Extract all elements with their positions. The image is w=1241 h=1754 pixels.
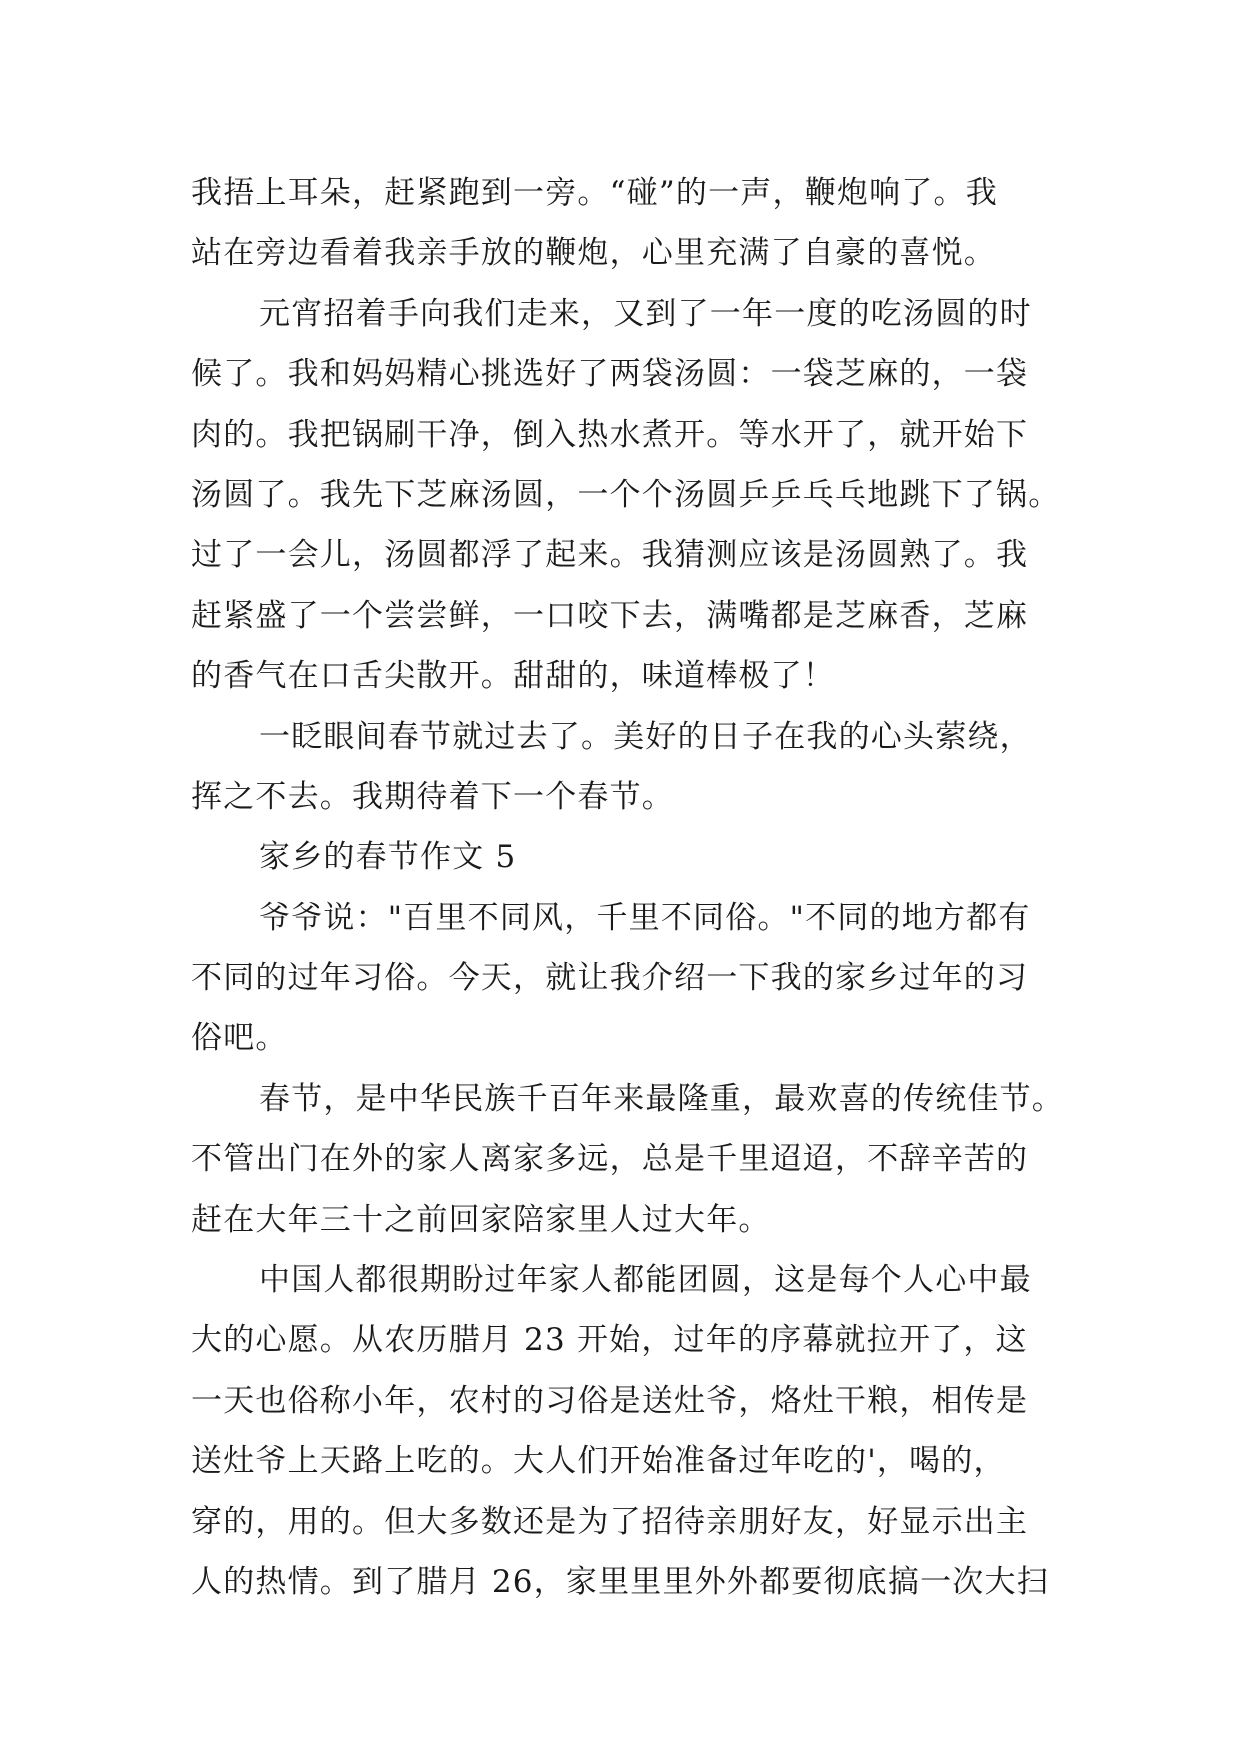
text-line: 候了。我和妈妈精心挑选好了两袋汤圆：一袋芝麻的，一袋 — [191, 356, 1029, 393]
text-line: 元宵招着手向我们走来，又到了一年一度的吃汤圆的时 — [259, 295, 1032, 332]
text-line: 爷爷说："百里不同风，千里不同俗。"不同的地方都有 — [259, 899, 1031, 936]
text-line: 春节，是中华民族千百年来最隆重，最欢喜的传统佳节。 — [259, 1080, 1064, 1117]
text-line: 一眨眼间春节就过去了。美好的日子在我的心头萦绕， — [259, 718, 1032, 755]
text-line: 中国人都很期盼过年家人都能团圆，这是每个人心中最 — [259, 1262, 1032, 1299]
text-line: 我捂上耳朵，赶紧跑到一旁。“碰”的一声，鞭炮响了。我 — [191, 175, 998, 211]
text-line: 肉的。我把锅刷干净，倒入热水煮开。等水开了，就开始下 — [191, 416, 1029, 453]
text-line: 汤圆了。我先下芝麻汤圆，一个个汤圆乒乒乓乓地跳下了锅。 — [191, 476, 1061, 513]
text-line: 不同的过年习俗。今天，就让我介绍一下我的家乡过年的习 — [191, 960, 1029, 997]
document-text — [191, 163, 1064, 1612]
text-line: 送灶爷上天路上吃的。大人们开始准备过年吃的'，喝的， — [191, 1443, 1006, 1480]
text-line: 家乡的春节作文 5 — [259, 839, 517, 876]
text-line: 站在旁边看着我亲手放的鞭炮，心里充满了自豪的喜悦。 — [191, 235, 996, 272]
text-line: 赶紧盛了一个尝尝鲜，一口咬下去，满嘴都是芝麻香，芝麻 — [191, 597, 1029, 634]
text-line: 人的热情。到了腊月 26，家里里里外外都要彻底搞一次大扫 — [191, 1563, 1049, 1600]
text-line: 挥之不去。我期待着下一个春节。 — [191, 778, 674, 815]
text-line: 俗吧。 — [191, 1020, 288, 1057]
text-line: 一天也俗称小年，农村的习俗是送灶爷，烙灶干粮，相传是 — [191, 1382, 1029, 1419]
text-line: 的香气在口舌尖散开。甜甜的，味道棒极了！ — [191, 658, 835, 695]
text-line: 过了一会儿，汤圆都浮了起来。我猜测应该是汤圆熟了。我 — [191, 537, 1029, 574]
text-line: 赶在大年三十之前回家陪家里人过大年。 — [191, 1201, 771, 1238]
text-line: 不管出门在外的家人离家多远，总是千里迢迢，不辞辛苦的 — [191, 1141, 1029, 1178]
text-line: 穿的，用的。但大多数还是为了招待亲朋好友，好显示出主 — [191, 1503, 1029, 1540]
text-line: 大的心愿。从农历腊月 23 开始，过年的序幕就拉开了，这 — [191, 1322, 1028, 1359]
